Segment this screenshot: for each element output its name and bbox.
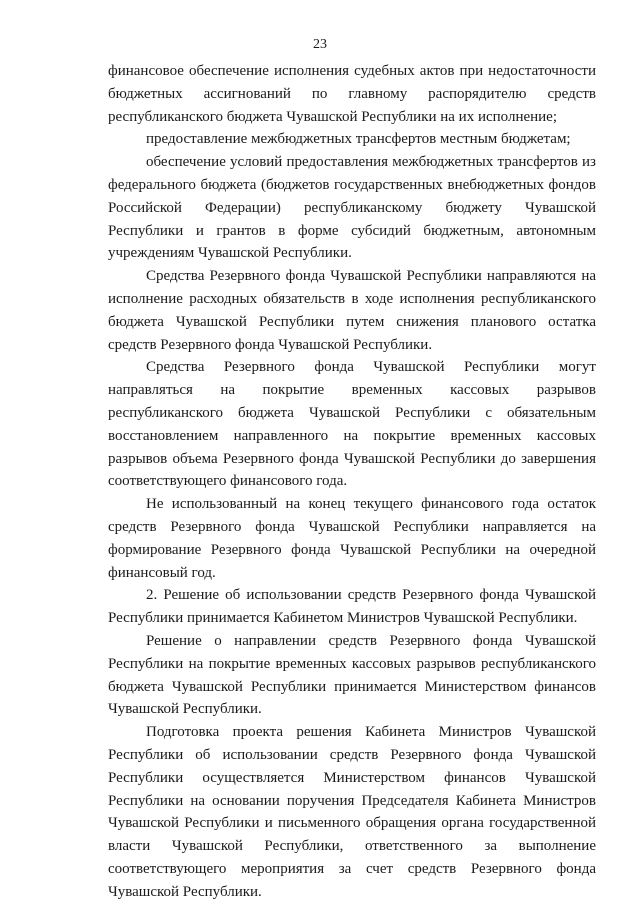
document-body xyxy=(108,60,596,903)
paragraph: Не использованный на конец текущего финансового года остаток средств Резервного фонда Чувашской Республики направляется на формирование Резервного фонда Чувашской Республики на очередной финансовый год. xyxy=(108,496,596,581)
paragraph: Решение о направлении средств Резервного фонда Чувашской Республики на покрытие временных кассовых разрывов республиканского бюджета Чувашской Республики принимается Министерством финансов Чувашской Республики. xyxy=(108,632,596,718)
paragraph: Подготовка проекта решения Кабинета Министров Чувашской Республики об использовании средств Резервного фонда Чувашской Республики осуществляется Министерством финансов Чувашской Республики на основании поручения Председателя Кабинета Министров Чувашской Республики и письменного обращения органа государственной власти Чувашской Республики, ответственного за выполнение соответствующего мероприятия за счет средств Резервного фонда Чувашской Республики. xyxy=(108,724,596,900)
paragraph: финансовое обеспечение исполнения судебных актов при недостаточности бюджетных ассигнований по главному распорядителю средств республиканского бюджета Чувашской Республики на их исполнение; xyxy=(108,63,596,125)
page-number: 23 xyxy=(313,37,327,52)
paragraph: Средства Резервного фонда Чувашской Республики могут направляться на покрытие временных кассовых разрывов республиканского бюджета Чувашской Республики с обязательным восстановлением направленного на покрытие временных кассовых разрывов объема Резервного фонда Чувашской Республики до завершения соответствующего финансового года. xyxy=(108,359,596,490)
paragraph: предоставление межбюджетных трансфертов местным бюджетам; xyxy=(146,131,571,148)
paragraph: Средства Резервного фонда Чувашской Республики направляются на исполнение расходных обязательств в ходе исполнения республиканского бюджета Чувашской Республики путем снижения планового остатка средств Резервного фонда Чувашской Республики. xyxy=(108,268,596,353)
paragraph: обеспечение условий предоставления межбюджетных трансфертов из федерального бюджета (бюджетов государственных внебюджетных фондов Российской Федерации) республиканскому бюджету Чувашской Республики и грантов в форме субсидий бюджетным, автономным учреждениям Чувашской Республики. xyxy=(108,154,596,262)
paragraph: 2. Решение об использовании средств Резервного фонда Чувашской Республики принимается Кабинетом Министров Чувашской Республики. xyxy=(108,587,596,627)
